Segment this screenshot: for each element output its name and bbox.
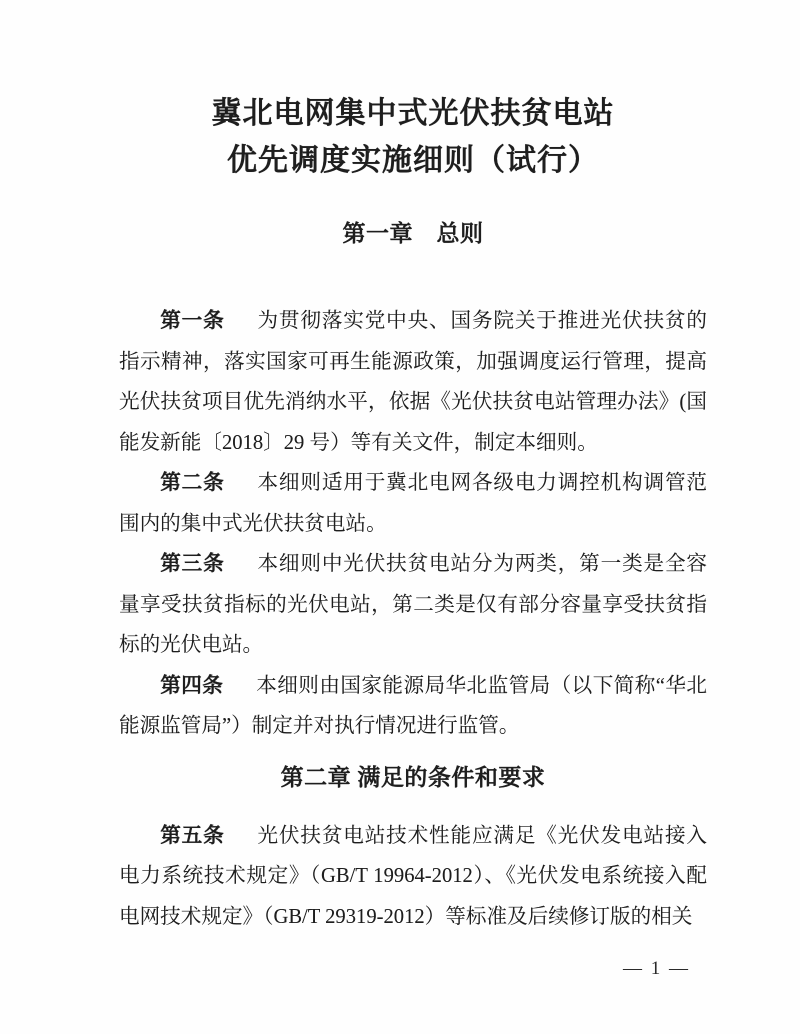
article-5-label: 第五条 [160,824,225,847]
article-2 [119,463,707,544]
article-4 [119,666,707,747]
document-title-line-1: 冀北电网集中式光伏扶贫电站 [211,97,615,130]
chapter-1-heading: 第一章 总则 [342,221,484,246]
document-title-line-2: 优先调度实施细则（试行） [227,144,599,177]
chapter-2-heading: 第二章 满足的条件和要求 [280,764,546,790]
article-5-text: 光伏扶贫电站技术性能应满足《光伏发电站接入电力系统技术规定》（GB/T 19964-2012）、《光伏发电系统接入配电网技术规定》（GB/T 29319-2012）等标准及后续修订版的相关 [119,824,708,928]
article-1-text: 为贯彻落实党中央、国务院关于推进光伏扶贫的指示精神，落实国家可再生能源政策，加强调度运行管理，提高光伏扶贫项目优先消纳水平，依据《光伏扶贫电站管理办法》(国能发新能〔2018〕29 号）等有关文件，制定本细则。 [119,310,708,454]
article-1 [119,301,707,463]
article-2-text: 本细则适用于冀北电网各级电力调控机构调管范围内的集中式光伏扶贫电站。 [119,472,708,535]
article-5 [119,816,707,938]
article-2-label: 第二条 [160,472,225,494]
article-3 [119,544,707,666]
article-3-label: 第三条 [160,553,225,575]
article-4-label: 第四条 [160,674,224,697]
document-title [119,0,707,184]
article-4-text: 本细则由国家能源局华北监管局（以下简称“华北能源监管局”）制定并对执行情况进行监管。 [119,674,708,737]
article-1-label: 第一条 [160,310,225,332]
page-number: — 1 — [623,958,690,979]
article-3-text: 本细则中光伏扶贫电站分为两类，第一类是全容量享受扶贫指标的光伏电站，第二类是仅有部分容量享受扶贫指标的光伏电站。 [119,553,708,656]
